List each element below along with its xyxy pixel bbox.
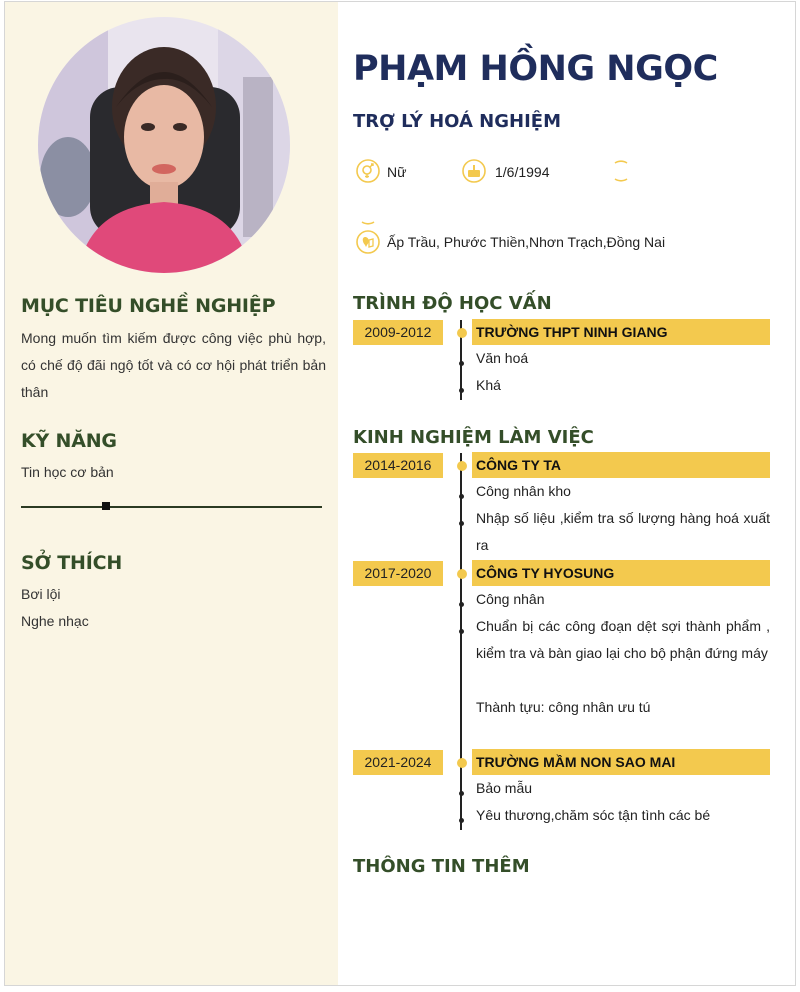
timeline-dot [457,569,467,579]
bullet [459,388,464,393]
education-detail: Văn hoá [476,350,529,366]
timeline-dot [457,328,467,338]
experience-detail: Chuẩn bị các công đoạn dệt sợi thành phẩm , kiểm tra và bàn giao lại cho bộ phận đứng máy [476,618,770,661]
education-detail: Khá [476,377,501,393]
experience-achievement: Thành tựu: công nhân ưu tú [476,699,651,715]
skill-level-bar [21,506,322,508]
experience-detail: Công nhân [476,591,545,607]
bullet [459,361,464,366]
bullet [459,521,464,526]
job-title: TRỢ LÝ HOÁ NGHIỆM [353,111,561,132]
bullet [459,602,464,607]
objective-heading: MỤC TIÊU NGHỀ NGHIỆP [21,295,276,317]
phone-icon [609,159,633,183]
experience-period: 2014-2016 [353,453,443,478]
candidate-name: PHẠM HỒNG NGỌC [353,49,718,89]
timeline-dot [457,758,467,768]
email-icon [356,202,380,226]
experience-period: 2021-2024 [353,750,443,775]
education-period: 2009-2012 [353,320,443,345]
cv-page [4,1,796,986]
dob-text: 1/6/1994 [495,164,550,180]
experience-company: CÔNG TY HYOSUNG [472,560,770,586]
gender-icon [356,159,380,183]
birthday-cake-icon [462,159,486,183]
experience-detail: Nhập số liệu ,kiểm tra số lượng hàng hoá xuất ra [476,510,770,553]
address-text: Ấp Trầu, Phước Thiền,Nhơn Trạch,Đồng Nai [387,234,666,250]
education-school: TRƯỜNG THPT NINH GIANG [472,319,770,345]
experience-timeline [460,453,462,830]
experience-heading: KINH NGHIỆM LÀM VIỆC [353,427,594,448]
skills-heading: KỸ NĂNG [21,430,117,452]
hobby-item: Nghe nhạc [21,613,89,629]
bullet [459,629,464,634]
experience-company: TRƯỜNG MẦM NON SAO MAI [472,749,770,775]
skill-name: Tin học cơ bản [21,464,114,480]
experience-company: CÔNG TY TA [472,452,770,478]
sidebar [5,2,338,985]
experience-detail: Yêu thương,chăm sóc tận tình các bé [476,807,711,823]
bullet [459,791,464,796]
map-marker-icon [356,230,380,254]
profile-photo [38,17,290,273]
experience-detail: Bảo mẫu [476,780,533,796]
hobbies-heading: SỞ THÍCH [21,552,123,574]
bullet [459,818,464,823]
more-info-heading: THÔNG TIN THÊM [353,856,530,877]
objective-text: Mong muốn tìm kiếm được công việc phù hợp, có chế độ đãi ngộ tốt và có cơ hội phát triển bản thân [21,330,326,400]
timeline-dot [457,461,467,471]
education-heading: TRÌNH ĐỘ HỌC VẤN [353,293,552,314]
gender-text: Nữ [387,164,407,180]
experience-period: 2017-2020 [353,561,443,586]
bullet [459,494,464,499]
skill-level-marker [102,502,110,510]
hobby-item: Bơi lội [21,586,61,602]
experience-detail: Công nhân kho [476,483,571,499]
